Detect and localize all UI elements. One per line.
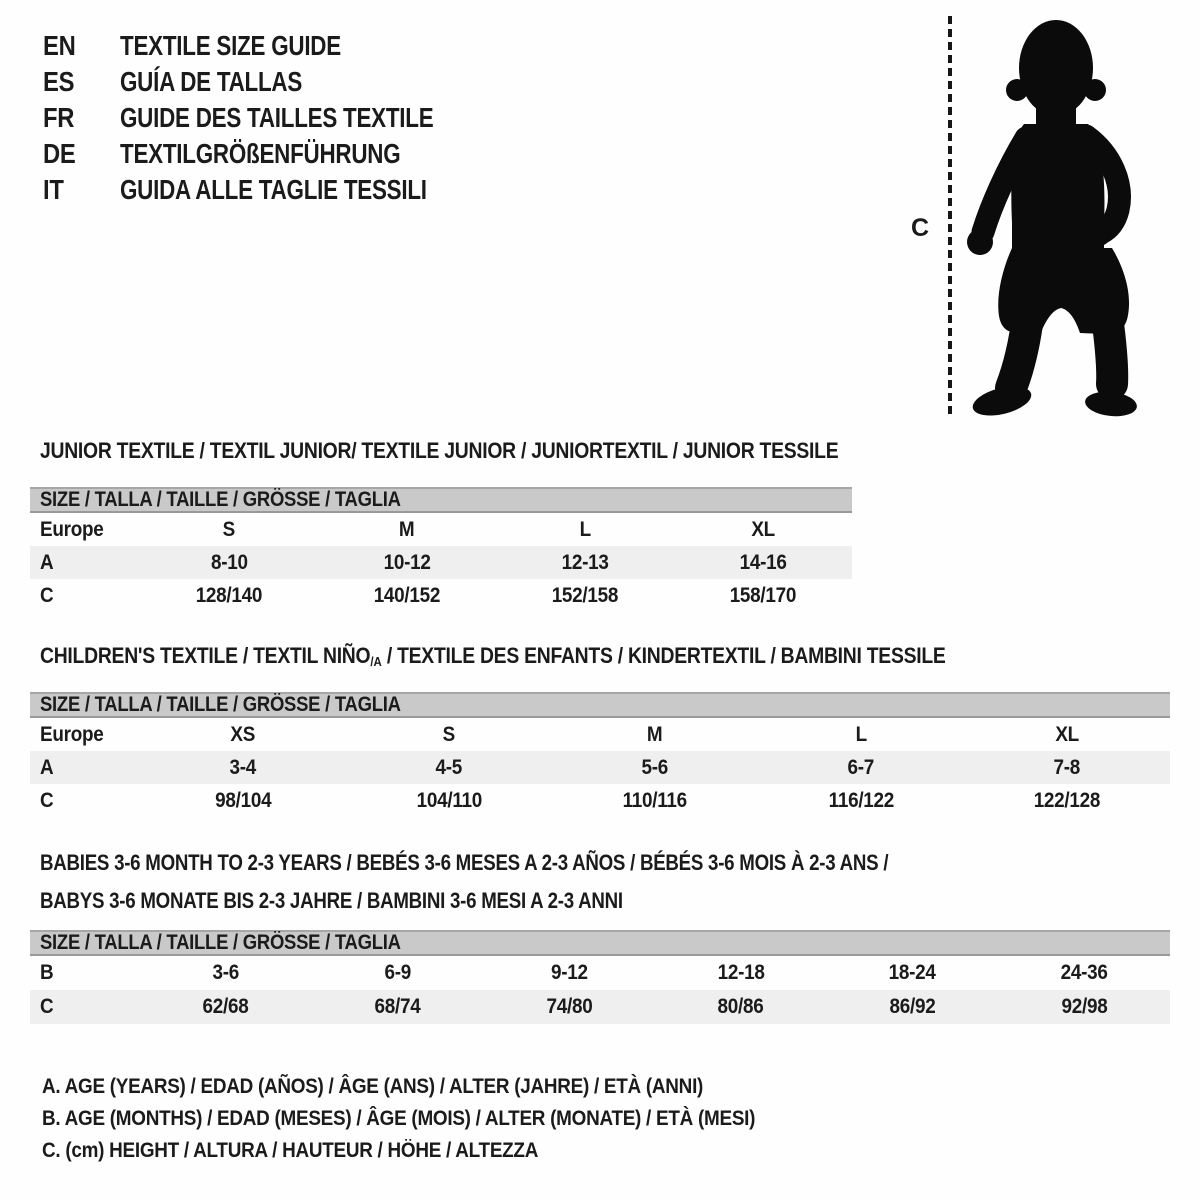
- language-row-en: [43, 28, 512, 64]
- table-cell: XS: [230, 722, 256, 746]
- table-cell: 3-6: [212, 961, 240, 984]
- guide-title-de: TEXTILGRÖßENFÜHRUNG: [120, 138, 401, 169]
- row-label: A: [40, 755, 54, 779]
- table-cell: L: [579, 517, 591, 541]
- table-cell: 62/68: [202, 995, 249, 1018]
- size-header-bar: SIZE / TALLA / TAILLE / GRÖSSE / TAGLIA: [30, 692, 1170, 718]
- row-label: A: [40, 550, 54, 574]
- row-label: C: [40, 995, 54, 1018]
- junior-size-table: [30, 487, 852, 612]
- toddler-silhouette: [966, 18, 1138, 418]
- babies-size-table: [30, 930, 1170, 1024]
- footnote-legend: [42, 1071, 834, 1167]
- table-row-age: [30, 751, 1170, 784]
- row-label: Europe: [40, 517, 104, 541]
- language-code: FR: [43, 102, 75, 133]
- table-row-europe: [30, 718, 1170, 751]
- table-cell: 128/140: [195, 583, 263, 607]
- babies-section-title-line1: BABIES 3-6 MONTH TO 2-3 YEARS / BEBÉS 3-6 MESES A 2-3 AÑOS / BÉBÉS 3-6 MOIS À 2-3 ANS /: [40, 850, 889, 875]
- table-cell: S: [222, 517, 236, 541]
- size-header-bar: SIZE / TALLA / TAILLE / GRÖSSE / TAGLIA: [30, 487, 852, 513]
- children-section-title: CHILDREN'S TEXTILE / TEXTIL NIÑO/A / TEXTILE DES ENFANTS / KINDERTEXTIL / BAMBINI TESSILE: [40, 643, 946, 669]
- row-label: Europe: [40, 722, 104, 746]
- table-cell: 140/152: [373, 583, 441, 607]
- table-cell: 4-5: [435, 755, 463, 779]
- table-cell: M: [647, 722, 663, 746]
- language-row-es: [43, 64, 512, 100]
- size-header-bar: SIZE / TALLA / TAILLE / GRÖSSE / TAGLIA: [30, 930, 1170, 956]
- language-code: ES: [43, 66, 75, 97]
- table-row-height: [30, 579, 852, 612]
- table-cell: 158/170: [729, 583, 797, 607]
- table-cell: 110/116: [622, 788, 688, 812]
- table-cell: 24-36: [1060, 961, 1108, 984]
- guide-title-it: GUIDA ALLE TAGLIE TESSILI: [120, 174, 427, 205]
- footnote-b: B. AGE (MONTHS) / EDAD (MESES) / ÂGE (MOIS) / ALTER (MONATE) / ETÀ (MESI): [42, 1107, 756, 1130]
- table-cell: 116/122: [828, 788, 894, 812]
- table-cell: 152/158: [551, 583, 619, 607]
- table-cell: 3-4: [229, 755, 257, 779]
- row-label: C: [40, 788, 54, 812]
- table-row-height: [30, 784, 1170, 817]
- language-row-de: [43, 136, 512, 172]
- language-code: EN: [43, 30, 76, 61]
- children-size-table: [30, 692, 1170, 817]
- guide-title-en: TEXTILE SIZE GUIDE: [120, 30, 341, 61]
- row-label: C: [40, 583, 54, 607]
- table-cell: 5-6: [641, 755, 669, 779]
- table-cell: 68/74: [374, 995, 421, 1018]
- table-cell: 122/128: [1033, 788, 1101, 812]
- table-cell: S: [442, 722, 456, 746]
- height-measure-label: C: [911, 214, 929, 242]
- table-cell: XL: [751, 517, 775, 541]
- footnote-c: C. (cm) HEIGHT / ALTURA / HAUTEUR / HÖHE / ALTEZZA: [42, 1139, 539, 1162]
- nino-a-subscript: /A: [370, 654, 382, 669]
- junior-section-title: JUNIOR TEXTILE / TEXTIL JUNIOR/ TEXTILE JUNIOR / JUNIORTEXTIL / JUNIOR TESSILE: [40, 438, 839, 463]
- table-cell: 92/98: [1061, 995, 1108, 1018]
- table-cell: M: [399, 517, 415, 541]
- table-cell: 6-9: [384, 961, 411, 984]
- language-row-it: [43, 172, 512, 208]
- table-row-months: [30, 956, 1170, 990]
- table-cell: 8-10: [210, 550, 248, 574]
- language-title-list: [43, 28, 512, 208]
- table-cell: L: [855, 722, 867, 746]
- language-code: DE: [43, 138, 76, 169]
- language-row-fr: [43, 100, 512, 136]
- table-cell: 10-12: [383, 550, 431, 574]
- table-row-age: [30, 546, 852, 579]
- table-cell: 14-16: [739, 550, 787, 574]
- table-cell: 98/104: [214, 788, 272, 812]
- table-cell: 12-18: [717, 961, 765, 984]
- table-cell: 80/86: [717, 995, 764, 1018]
- table-cell: 9-12: [550, 961, 588, 984]
- table-cell: 12-13: [561, 550, 609, 574]
- height-measure-dashed-line: [948, 16, 952, 416]
- guide-title-fr: GUIDE DES TAILLES TEXTILE: [120, 102, 434, 133]
- table-cell: 86/92: [889, 995, 936, 1018]
- table-row-height: [30, 990, 1170, 1024]
- table-cell: 74/80: [546, 995, 593, 1018]
- table-row-europe: [30, 513, 852, 546]
- table-cell: 18-24: [888, 961, 936, 984]
- table-cell: 6-7: [847, 755, 875, 779]
- table-cell: 104/110: [416, 788, 482, 812]
- babies-section-title-line2: BABYS 3-6 MONATE BIS 2-3 JAHRE / BAMBINI 3-6 MESI A 2-3 ANNI: [40, 888, 623, 913]
- footnote-a: A. AGE (YEARS) / EDAD (AÑOS) / ÂGE (ANS) / ALTER (JAHRE) / ETÀ (ANNI): [42, 1075, 704, 1098]
- guide-title-es: GUÍA DE TALLAS: [120, 66, 303, 97]
- table-cell: 7-8: [1053, 755, 1081, 779]
- row-label: B: [40, 961, 54, 984]
- language-code: IT: [43, 174, 64, 205]
- table-cell: XL: [1055, 722, 1079, 746]
